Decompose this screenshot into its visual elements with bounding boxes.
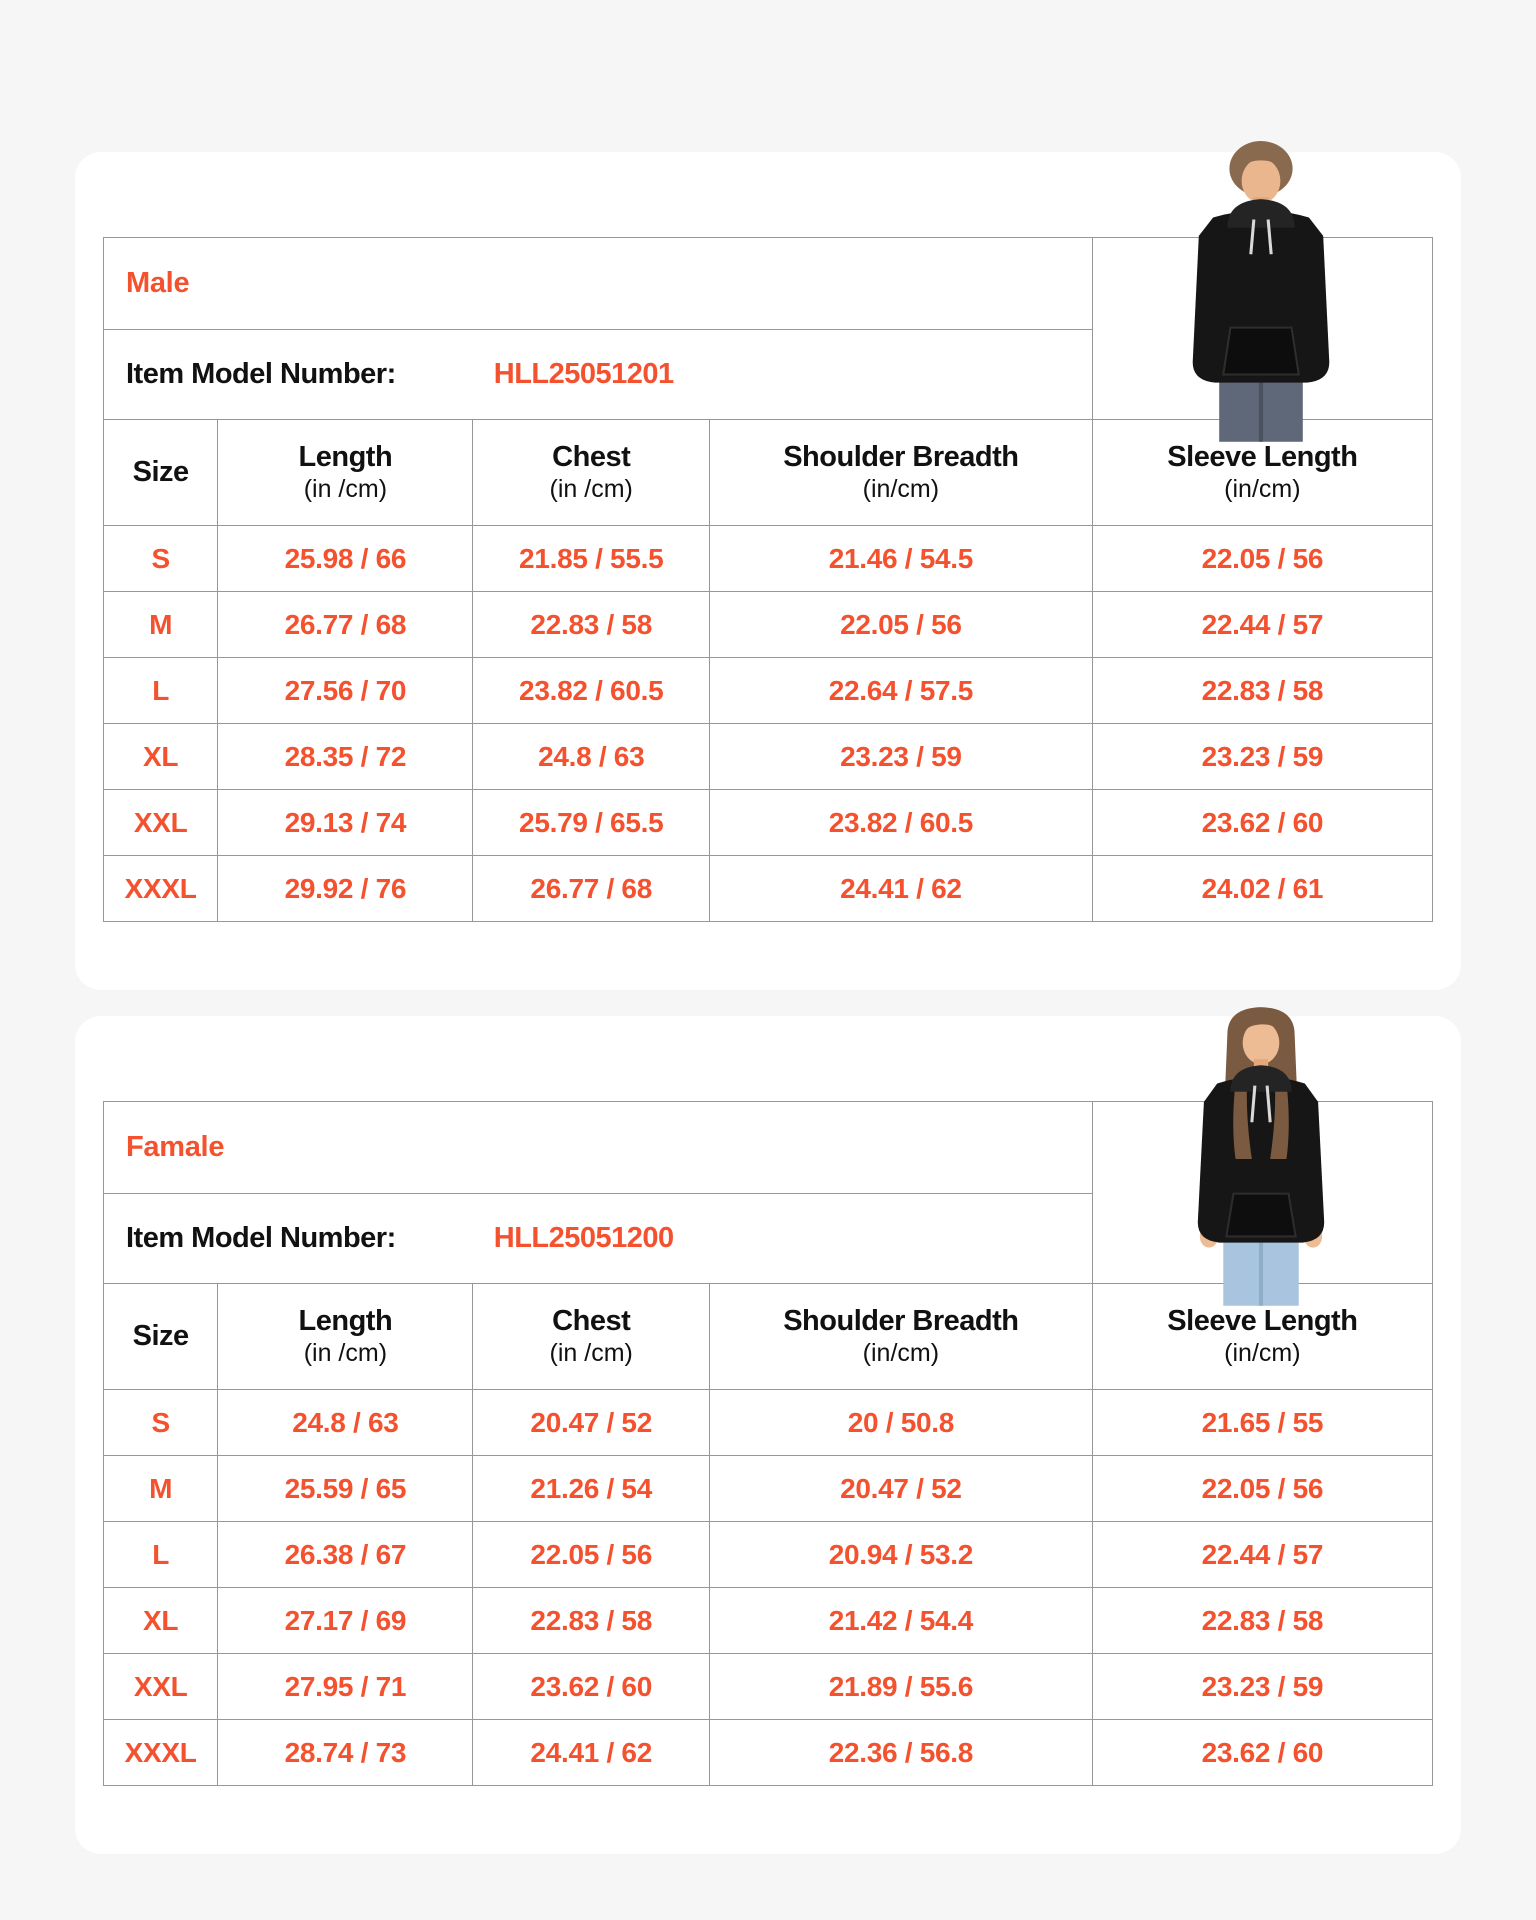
table-row <box>104 592 1433 658</box>
chest-cell: 23.62 / 60 <box>473 1654 710 1720</box>
chest-unit-label: (in /cm) <box>549 1338 633 1367</box>
table-row <box>104 238 1433 330</box>
table-row <box>104 658 1433 724</box>
sleeve-column-header: Sleeve Length (in/cm) <box>1092 420 1432 526</box>
sleeve-cell: 24.02 / 61 <box>1092 856 1432 922</box>
chest-column-header: Chest (in /cm) <box>473 1284 710 1390</box>
shoulder-cell: 20.47 / 52 <box>709 1456 1092 1522</box>
sleeve-cell: 22.44 / 57 <box>1092 592 1432 658</box>
size-cell: XXL <box>104 790 218 856</box>
male-size-chart-card <box>75 152 1461 990</box>
column-header-row <box>104 1284 1433 1390</box>
table-row <box>104 1390 1433 1456</box>
sleeve-unit-label: (in/cm) <box>1224 474 1301 503</box>
length-cell: 25.98 / 66 <box>218 526 473 592</box>
length-cell: 27.17 / 69 <box>218 1588 473 1654</box>
length-cell: 29.13 / 74 <box>218 790 473 856</box>
length-unit-label: (in /cm) <box>303 474 388 503</box>
chest-cell: 26.77 / 68 <box>473 856 710 922</box>
item-model-number-value: HLL25051201 <box>493 358 674 390</box>
sleeve-cell: 22.44 / 57 <box>1092 1522 1432 1588</box>
size-column-header: Size <box>104 1284 218 1390</box>
length-cell: 25.59 / 65 <box>218 1456 473 1522</box>
shoulder-unit-label: (in/cm) <box>862 474 940 503</box>
sleeve-cell: 22.83 / 58 <box>1092 1588 1432 1654</box>
chest-cell: 24.8 / 63 <box>473 724 710 790</box>
shoulder-cell: 22.05 / 56 <box>709 592 1092 658</box>
table-row <box>104 1654 1433 1720</box>
table-row <box>104 526 1433 592</box>
shoulder-cell: 22.36 / 56.8 <box>709 1720 1092 1786</box>
table-row <box>104 1456 1433 1522</box>
table-row <box>104 1588 1433 1654</box>
sleeve-cell: 23.62 / 60 <box>1092 790 1432 856</box>
length-column-header: Length (in /cm) <box>218 420 473 526</box>
shoulder-cell: 23.23 / 59 <box>709 724 1092 790</box>
chest-cell: 22.83 / 58 <box>473 1588 710 1654</box>
shoulder-cell: 22.64 / 57.5 <box>709 658 1092 724</box>
male-size-table <box>103 237 1433 922</box>
item-model-number-label: Item Model Number: <box>126 358 396 390</box>
size-column-header: Size <box>104 420 218 526</box>
female-size-chart-card <box>75 1016 1461 1854</box>
sleeve-cell: 22.05 / 56 <box>1092 526 1432 592</box>
chest-cell: 24.41 / 62 <box>473 1720 710 1786</box>
size-cell: XXL <box>104 1654 218 1720</box>
item-model-number-line <box>126 1222 1092 1255</box>
sleeve-column-header: Sleeve Length (in/cm) <box>1092 1284 1432 1390</box>
shoulder-cell: 21.42 / 54.4 <box>709 1588 1092 1654</box>
model-photo-cell <box>1092 238 1432 420</box>
size-cell: XXXL <box>104 856 218 922</box>
size-cell: L <box>104 658 218 724</box>
chest-cell: 23.82 / 60.5 <box>473 658 710 724</box>
column-header-row <box>104 420 1433 526</box>
length-cell: 27.95 / 71 <box>218 1654 473 1720</box>
table-row <box>104 1522 1433 1588</box>
sleeve-cell: 23.62 / 60 <box>1092 1720 1432 1786</box>
sleeve-cell: 23.23 / 59 <box>1092 724 1432 790</box>
size-cell: M <box>104 1456 218 1522</box>
shoulder-cell: 21.89 / 55.6 <box>709 1654 1092 1720</box>
size-cell: XL <box>104 724 218 790</box>
sleeve-cell: 22.05 / 56 <box>1092 1456 1432 1522</box>
length-cell: 29.92 / 76 <box>218 856 473 922</box>
length-cell: 26.77 / 68 <box>218 592 473 658</box>
sleeve-unit-label: (in/cm) <box>1224 1338 1301 1367</box>
chest-unit-label: (in /cm) <box>549 474 633 503</box>
table-row <box>104 1102 1433 1194</box>
length-cell: 27.56 / 70 <box>218 658 473 724</box>
length-column-header: Length (in /cm) <box>218 1284 473 1390</box>
sleeve-cell: 23.23 / 59 <box>1092 1654 1432 1720</box>
item-model-number-value: HLL25051200 <box>493 1222 674 1254</box>
size-cell: S <box>104 526 218 592</box>
shoulder-unit-label: (in/cm) <box>862 1338 940 1367</box>
chest-cell: 25.79 / 65.5 <box>473 790 710 856</box>
gender-label: Famale <box>104 1102 1093 1194</box>
chest-column-header: Chest (in /cm) <box>473 420 710 526</box>
size-cell: XXXL <box>104 1720 218 1786</box>
size-cell: M <box>104 592 218 658</box>
table-row <box>104 856 1433 922</box>
sleeve-cell: 22.83 / 58 <box>1092 658 1432 724</box>
size-cell: L <box>104 1522 218 1588</box>
item-model-number-line <box>126 358 1092 391</box>
chest-cell: 21.85 / 55.5 <box>473 526 710 592</box>
table-row <box>104 790 1433 856</box>
length-cell: 26.38 / 67 <box>218 1522 473 1588</box>
chest-cell: 22.83 / 58 <box>473 592 710 658</box>
chest-cell: 20.47 / 52 <box>473 1390 710 1456</box>
item-model-number-label: Item Model Number: <box>126 1222 396 1254</box>
shoulder-cell: 24.41 / 62 <box>709 856 1092 922</box>
size-cell: XL <box>104 1588 218 1654</box>
table-row <box>104 724 1433 790</box>
shoulder-cell: 20.94 / 53.2 <box>709 1522 1092 1588</box>
shoulder-column-header: Shoulder Breadth (in/cm) <box>709 1284 1092 1390</box>
length-cell: 24.8 / 63 <box>218 1390 473 1456</box>
length-cell: 28.35 / 72 <box>218 724 473 790</box>
chest-cell: 22.05 / 56 <box>473 1522 710 1588</box>
shoulder-cell: 21.46 / 54.5 <box>709 526 1092 592</box>
shoulder-column-header: Shoulder Breadth (in/cm) <box>709 420 1092 526</box>
length-unit-label: (in /cm) <box>303 1338 388 1367</box>
model-photo-cell <box>1092 1102 1432 1284</box>
size-cell: S <box>104 1390 218 1456</box>
shoulder-cell: 20 / 50.8 <box>709 1390 1092 1456</box>
chest-cell: 21.26 / 54 <box>473 1456 710 1522</box>
table-row <box>104 1720 1433 1786</box>
length-cell: 28.74 / 73 <box>218 1720 473 1786</box>
female-size-table <box>103 1101 1433 1786</box>
sleeve-cell: 21.65 / 55 <box>1092 1390 1432 1456</box>
shoulder-cell: 23.82 / 60.5 <box>709 790 1092 856</box>
gender-label: Male <box>104 238 1093 330</box>
